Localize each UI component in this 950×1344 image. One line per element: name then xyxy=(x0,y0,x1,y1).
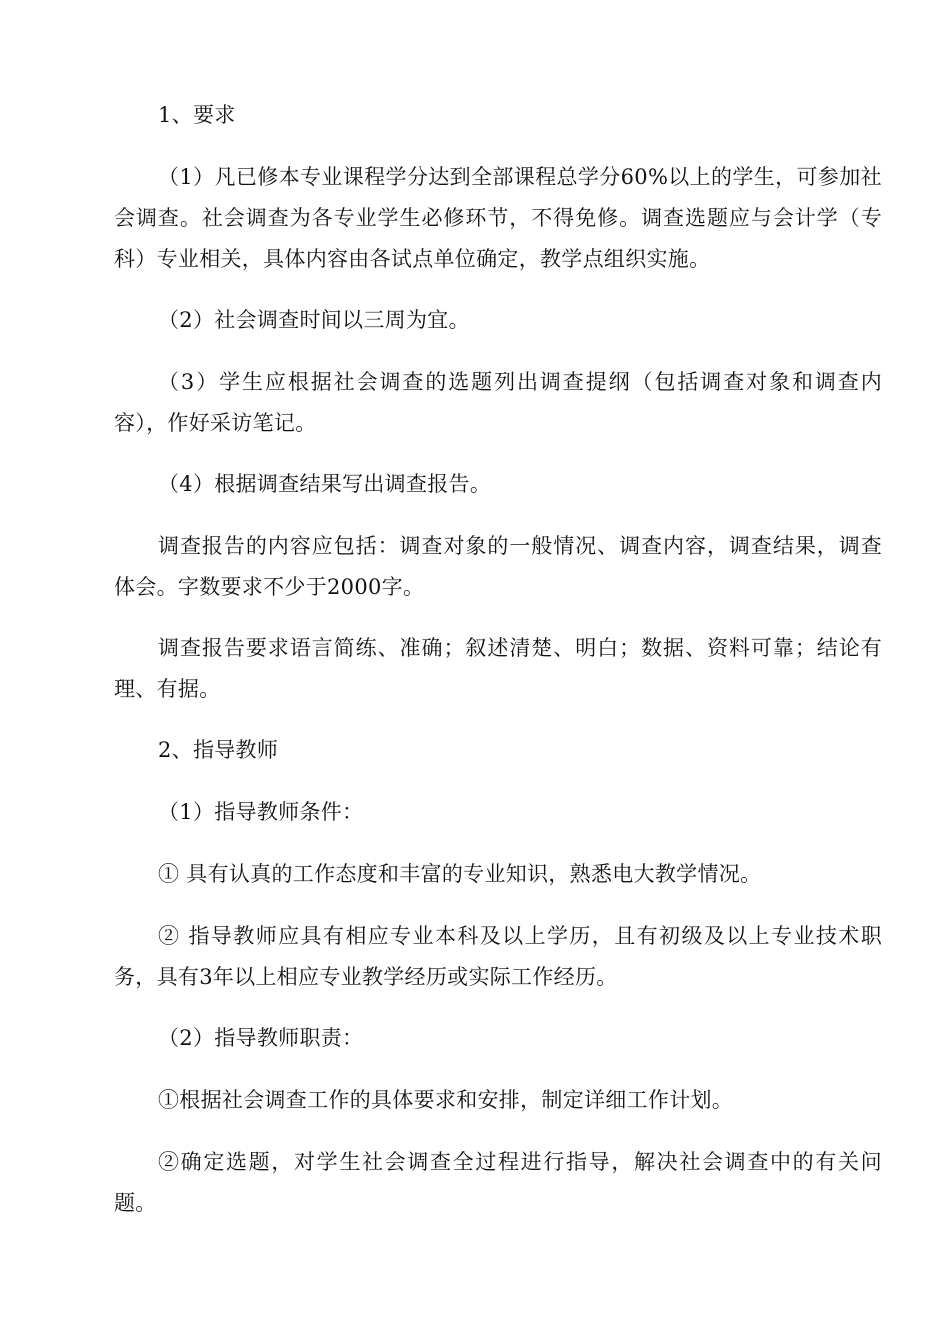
paragraph-requirement-2: （2）社会调查时间以三周为宜。 xyxy=(158,308,470,332)
paragraph-requirement-3: （3）学生应根据社会调查的选题列出调查提纲（包括调查对象和调查内容），作好采访笔记。 xyxy=(114,370,882,435)
paragraph-instructor-conditions: （1）指导教师条件： xyxy=(158,800,364,824)
paragraph-duty-2: ②确定选题，对学生社会调查全过程进行指导，解决社会调查中的有关问题。 xyxy=(114,1150,882,1215)
heading-instructors: 2、指导教师 xyxy=(158,738,279,762)
paragraph-condition-2: ② 指导教师应具有相应专业本科及以上学历，且有初级及以上专业技术职务，具有3年以上相应专业教学经历或实际工作经历。 xyxy=(114,924,882,989)
paragraph-duty-1: ①根据社会调查工作的具体要求和安排，制定详细工作计划。 xyxy=(158,1088,734,1112)
paragraph-requirement-1: （1）凡已修本专业课程学分达到全部课程总学分60%以上的学生，可参加社会调查。社会调查为各专业学生必修环节，不得免修。调查选题应与会计学（专科）专业相关，具体内容由各试点单位确定，教学点组织实施。 xyxy=(114,165,882,271)
heading-requirements: 1、要求 xyxy=(158,103,236,127)
paragraph-requirement-4: （4）根据调查结果写出调查报告。 xyxy=(158,472,492,496)
paragraph-instructor-duties: （2）指导教师职责： xyxy=(158,1026,364,1050)
paragraph-report-style: 调查报告要求语言简练、准确；叙述清楚、明白；数据、资料可靠；结论有理、有据。 xyxy=(114,636,882,701)
paragraph-report-content: 调查报告的内容应包括：调查对象的一般情况、调查内容，调查结果，调查体会。字数要求不少于2000字。 xyxy=(114,534,882,599)
paragraph-condition-1: ① 具有认真的工作态度和丰富的专业知识，熟悉电大教学情况。 xyxy=(158,862,762,886)
